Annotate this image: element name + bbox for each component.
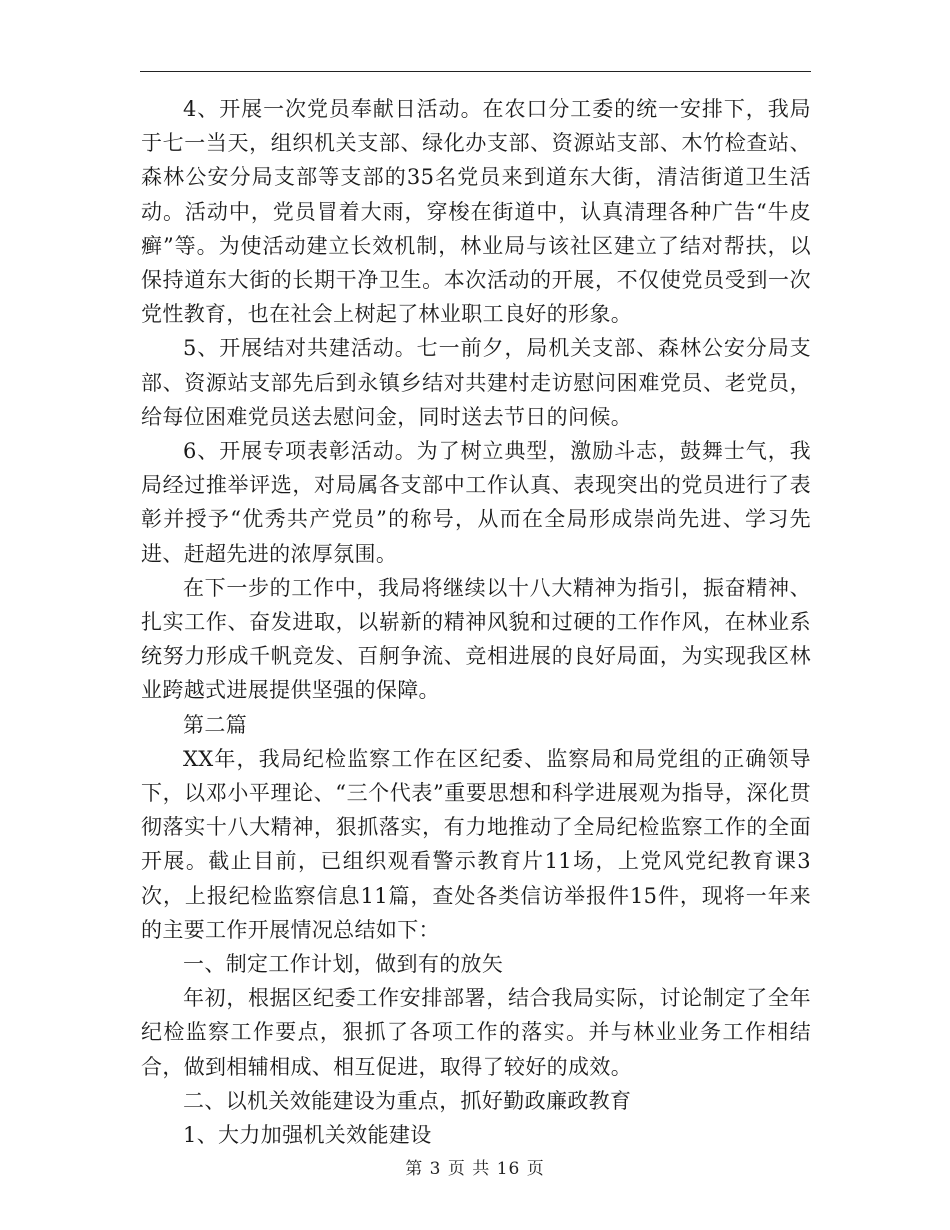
header-rule: [140, 71, 811, 72]
section-heading-2: 二、以机关效能建设为重点，抓好勤政廉政教育: [183, 1088, 632, 1113]
page-footer: [0, 1154, 950, 1179]
page-number: 第 3 页 共 16 页: [405, 1159, 545, 1179]
section-heading-1: 一、制定工作计划，做到有的放矢: [183, 952, 504, 977]
paragraph-work-plan: 年初，根据区纪委工作安排部署，结合我局实际，讨论制定了全年纪检监察工作要点，狠抓了各项工作的落实。并与林业业务工作相结合，做到相辅相成、相互促进，取得了较好的成效。: [141, 986, 811, 1079]
subsection-heading-1: 1、大力加强机关效能建设: [183, 1123, 432, 1148]
paragraph-part-two-intro: XX年，我局纪检监察工作在区纪委、监察局和局党组的正确领导下，以邓小平理论、“三个代表”重要思想和科学进展观为指导，深化贯彻落实十八大精神，狠抓落实，有力地推动了全局纪检监察工作的全面开展。截止目前，已组织观看警示教育片11场，上党风党纪教育课3次，上报纪检监察信息11篇，查处各类信访举报件15件，现将一年来的主要工作开展情况总结如下：: [141, 746, 811, 942]
document-body: [141, 92, 811, 1152]
paragraph-next-steps: 在下一步的工作中，我局将继续以十八大精神为指引，振奋精神、扎实工作、奋发进取，以崭新的精神风貌和过硬的工作作风，在林业系统努力形成千帆竞发、百舸争流、竞相进展的良好局面，为实现我区林业跨越式进展提供坚强的保障。: [141, 575, 811, 703]
paragraph-activity-4: 4、开展一次党员奉献日活动。在农口分工委的统一安排下，我局于七一当天，组织机关支部、绿化办支部、资源站支部、木竹检查站、森林公安分局支部等支部的35名党员来到道东大街，清洁街道卫生活动。活动中，党员冒着大雨，穿梭在街道中，认真清理各种广告“牛皮癣”等。为使活动建立长效机制，林业局与该社区建立了结对帮扶，以保持道东大街的长期干净卫生。本次活动的开展，不仅使党员受到一次党性教育，也在社会上树起了林业职工良好的形象。: [141, 97, 811, 327]
paragraph-activity-5: 5、开展结对共建活动。七一前夕，局机关支部、森林公安分局支部、资源站支部先后到永镇乡结对共建村走访慰问困难党员、老党员，给每位困难党员送去慰问金，同时送去节日的问候。: [141, 336, 811, 429]
paragraph-activity-6: 6、开展专项表彰活动。为了树立典型，激励斗志，鼓舞士气，我局经过推举评选，对局属各支部中工作认真、表现突出的党员进行了表彰并授予“优秀共产党员”的称号，从而在全局形成崇尚先进、学习先进、赶超先进的浓厚氛围。: [141, 439, 811, 566]
section-title-part-two: 第二篇: [183, 712, 248, 737]
